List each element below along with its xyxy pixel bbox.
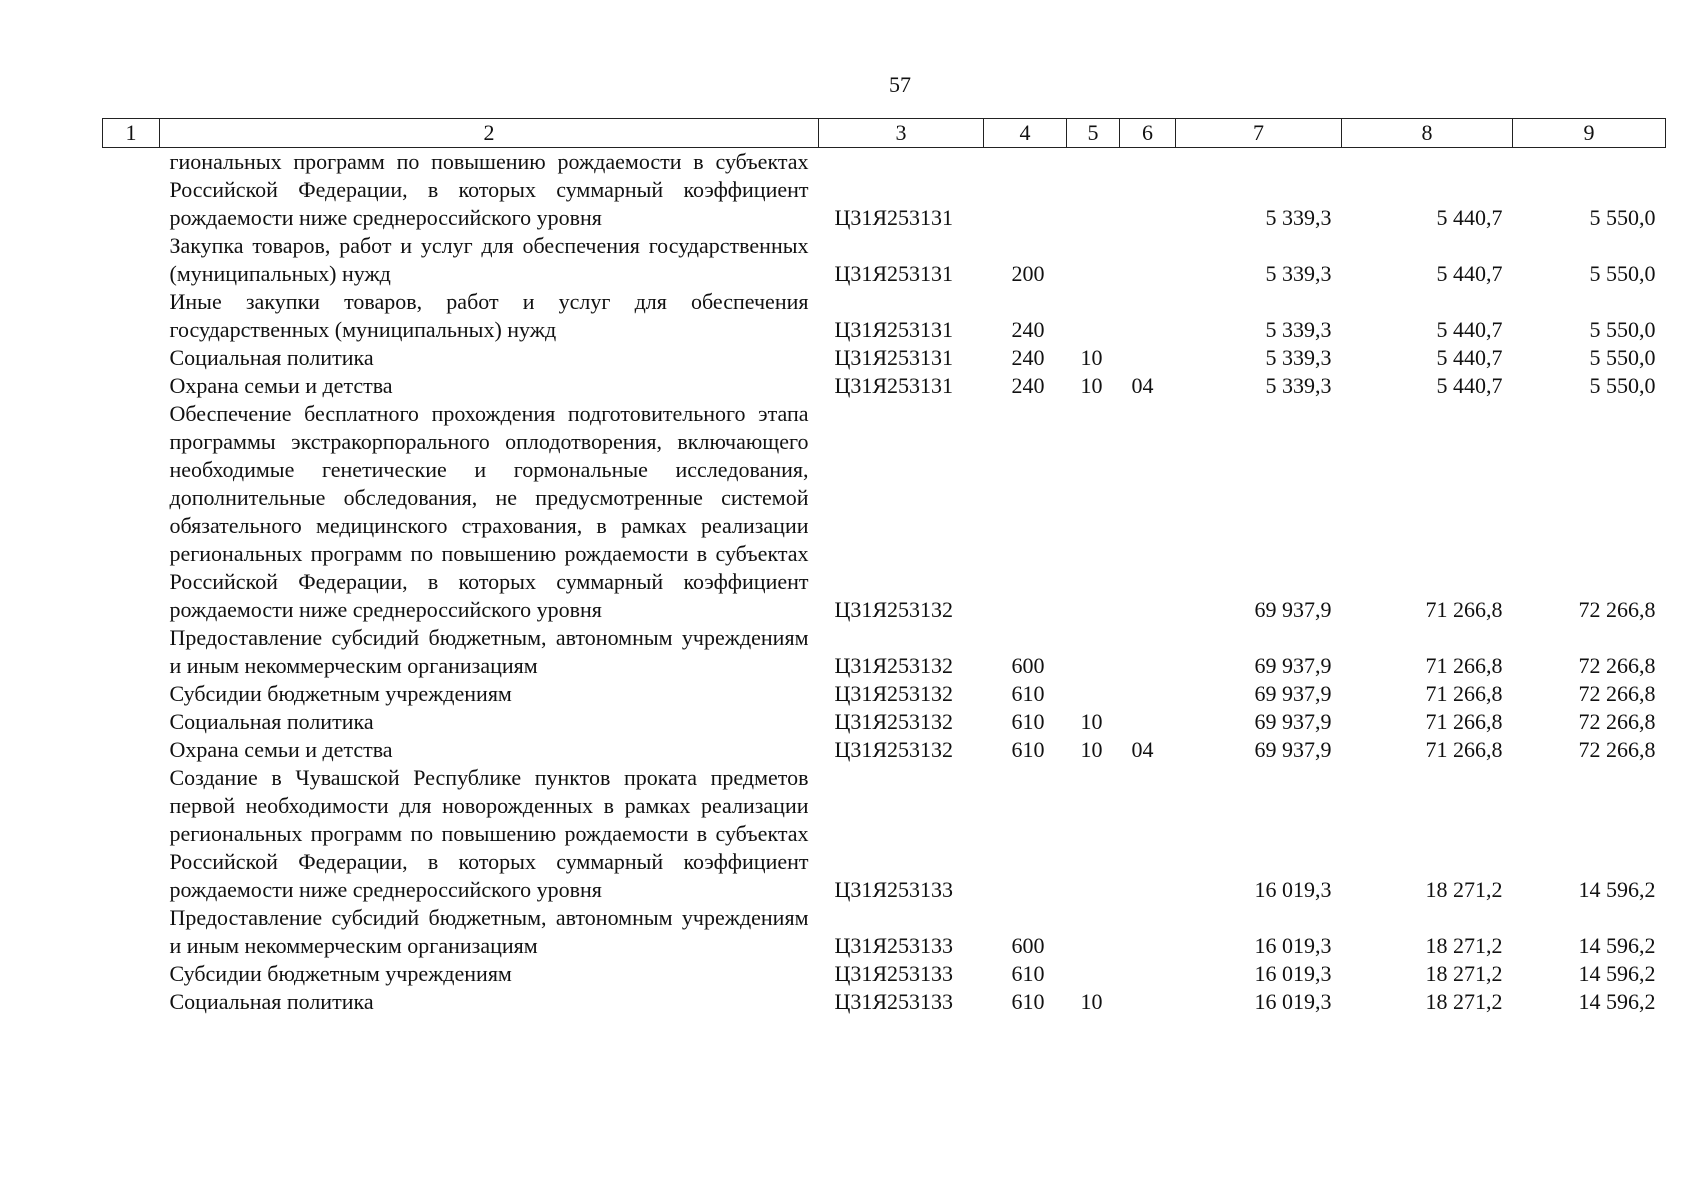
row-section [1067,148,1120,233]
row-expense-type: 610 [1011,737,1045,762]
table-row [103,988,1666,1016]
row-amount-year-3: 5 550,0 [1589,373,1656,398]
row-expense-type: 610 [1011,709,1045,734]
row-col-1 [103,736,160,764]
row-section [1067,764,1120,904]
row-subsection [1120,988,1176,1016]
row-target-article: Ц31Я253131 [834,345,954,370]
row-amount-year-2: 71 266,8 [1425,681,1503,706]
row-target-article: Ц31Я253133 [834,989,954,1014]
row-expense-type [984,400,1067,624]
row-target-article: Ц31Я253133 [834,961,954,986]
row-description: Социальная политика [169,709,374,734]
row-subsection [1120,708,1176,736]
col-header-4: 4 [984,119,1067,148]
col-header-1: 1 [103,119,160,148]
row-amount-year-2: 5 440,7 [1436,205,1503,230]
page-number: 57 [889,72,911,97]
row-amount-year-3: 5 550,0 [1589,317,1656,342]
col-header-2: 2 [160,119,819,148]
row-amount-year-1: 16 019,3 [1254,989,1332,1014]
row-expense-type: 610 [1011,989,1045,1014]
row-col-1 [103,288,160,344]
row-target-article: Ц31Я253132 [834,709,954,734]
row-expense-type: 200 [1011,261,1045,286]
row-col-1 [103,988,160,1016]
col-header-5: 5 [1067,119,1120,148]
row-expense-type: 240 [1011,345,1045,370]
row-col-1 [103,344,160,372]
row-description: Субсидии бюджетным учреждениям [169,681,512,706]
row-amount-year-3: 72 266,8 [1578,737,1656,762]
row-section [1067,904,1120,960]
row-description: Закупка товаров, работ и услуг для обеспечения государственных (муниципальных) нужд [169,233,809,286]
row-amount-year-3: 5 550,0 [1589,205,1656,230]
row-target-article: Ц31Я253131 [834,373,954,398]
row-section [1067,624,1120,680]
table-row [103,764,1666,904]
table-row [103,344,1666,372]
row-subsection: 04 [1131,737,1154,762]
row-subsection [1120,904,1176,960]
col-header-3: 3 [819,119,984,148]
row-amount-year-3: 5 550,0 [1589,261,1656,286]
row-amount-year-1: 5 339,3 [1265,317,1332,342]
row-section: 10 [1080,345,1103,370]
row-description: Охрана семьи и детства [169,373,393,398]
row-section [1067,960,1120,988]
row-amount-year-3: 14 596,2 [1578,877,1656,902]
row-section: 10 [1080,709,1103,734]
row-col-1 [103,624,160,680]
row-subsection [1120,624,1176,680]
row-description: Охрана семьи и детства [169,737,393,762]
row-subsection [1120,288,1176,344]
row-col-1 [103,764,160,904]
table-body [103,148,1666,1017]
row-col-1 [103,148,160,233]
row-section: 10 [1080,737,1103,762]
row-amount-year-3: 5 550,0 [1589,345,1656,370]
row-col-1 [103,904,160,960]
row-expense-type: 600 [1011,653,1045,678]
column-number-header-row [103,119,1666,148]
table-row [103,680,1666,708]
row-amount-year-1: 5 339,3 [1265,205,1332,230]
row-section [1067,288,1120,344]
row-expense-type: 240 [1011,373,1045,398]
row-col-1 [103,232,160,288]
row-expense-type [984,764,1067,904]
row-expense-type: 610 [1011,961,1045,986]
table-row [103,960,1666,988]
row-amount-year-1: 69 937,9 [1254,653,1332,678]
row-target-article: Ц31Я253132 [834,653,954,678]
row-target-article: Ц31Я253131 [834,261,954,286]
row-subsection [1120,148,1176,233]
table-row [103,904,1666,960]
table-row [103,708,1666,736]
col-header-8: 8 [1342,119,1513,148]
table-row [103,400,1666,624]
row-amount-year-1: 69 937,9 [1254,681,1332,706]
row-amount-year-2: 18 271,2 [1425,877,1503,902]
row-target-article: Ц31Я253132 [834,737,954,762]
row-description: Создание в Чувашской Республике пунктов проката предметов первой необходимости для новорожденных в рамках реализации региональных программ по повышению рождаемости в субъектах Российской Федерации, в которых суммарный коэффициент рождаемости ниже среднероссийского уровня [169,765,809,902]
row-amount-year-3: 72 266,8 [1578,709,1656,734]
row-amount-year-1: 16 019,3 [1254,933,1332,958]
row-description: гиональных программ по повышению рождаемости в субъектах Российской Федерации, в которых суммарный коэффициент рождаемости ниже среднероссийского уровня [169,149,809,230]
row-target-article: Ц31Я253132 [834,597,954,622]
row-section: 10 [1080,373,1103,398]
row-amount-year-2: 18 271,2 [1425,933,1503,958]
table-row [103,736,1666,764]
row-amount-year-2: 18 271,2 [1425,989,1503,1014]
row-amount-year-2: 5 440,7 [1436,345,1503,370]
row-amount-year-1: 16 019,3 [1254,961,1332,986]
row-section [1067,232,1120,288]
row-amount-year-2: 5 440,7 [1436,317,1503,342]
row-amount-year-1: 69 937,9 [1254,709,1332,734]
row-expense-type: 240 [1011,317,1045,342]
row-subsection [1120,960,1176,988]
budget-table [102,118,1666,1016]
row-col-1 [103,680,160,708]
row-amount-year-1: 69 937,9 [1254,597,1332,622]
row-col-1 [103,372,160,400]
row-amount-year-2: 71 266,8 [1425,653,1503,678]
row-amount-year-3: 72 266,8 [1578,597,1656,622]
col-header-7: 7 [1176,119,1342,148]
row-description: Социальная политика [169,345,374,370]
row-subsection [1120,764,1176,904]
row-subsection [1120,344,1176,372]
table-row [103,232,1666,288]
row-amount-year-1: 5 339,3 [1265,345,1332,370]
table-row [103,148,1666,233]
row-amount-year-2: 5 440,7 [1436,373,1503,398]
row-section [1067,680,1120,708]
row-amount-year-1: 5 339,3 [1265,261,1332,286]
col-header-6: 6 [1120,119,1176,148]
row-amount-year-2: 71 266,8 [1425,737,1503,762]
row-expense-type [984,148,1067,233]
row-description: Предоставление субсидий бюджетным, автономным учреждениям и иным некоммерческим организациям [169,625,809,678]
row-expense-type: 610 [1011,681,1045,706]
row-amount-year-1: 69 937,9 [1254,737,1332,762]
row-col-1 [103,708,160,736]
row-subsection [1120,232,1176,288]
row-amount-year-3: 14 596,2 [1578,989,1656,1014]
table-row [103,372,1666,400]
row-amount-year-1: 5 339,3 [1265,373,1332,398]
row-description: Социальная политика [169,989,374,1014]
row-description: Субсидии бюджетным учреждениям [169,961,512,986]
row-amount-year-3: 14 596,2 [1578,933,1656,958]
row-description: Предоставление субсидий бюджетным, автономным учреждениям и иным некоммерческим организациям [169,905,809,958]
row-target-article: Ц31Я253133 [834,877,954,902]
row-target-article: Ц31Я253132 [834,681,954,706]
row-subsection [1120,400,1176,624]
row-subsection [1120,680,1176,708]
row-amount-year-2: 18 271,2 [1425,961,1503,986]
row-amount-year-3: 72 266,8 [1578,681,1656,706]
row-target-article: Ц31Я253131 [834,317,954,342]
row-col-1 [103,960,160,988]
table-row [103,288,1666,344]
row-description: Иные закупки товаров, работ и услуг для обеспечения государственных (муниципальных) нужд [169,289,809,342]
row-expense-type: 600 [1011,933,1045,958]
row-amount-year-2: 71 266,8 [1425,709,1503,734]
table-row [103,624,1666,680]
col-header-9: 9 [1513,119,1666,148]
row-section: 10 [1080,989,1103,1014]
row-amount-year-3: 14 596,2 [1578,961,1656,986]
row-section [1067,400,1120,624]
row-target-article: Ц31Я253133 [834,933,954,958]
row-description: Обеспечение бесплатного прохождения подготовительного этапа программы экстракорпорального оплодотворения, включающего необходимые генетические и гормональные исследования, дополнительные обследования, не предусмотренные системой обязательного медицинского страхования, в рамках реализации региональных программ по повышению рождаемости в субъектах Российской Федерации, в которых суммарный коэффициент рождаемости ниже среднероссийского уровня [169,401,809,622]
row-subsection: 04 [1131,373,1154,398]
row-amount-year-3: 72 266,8 [1578,653,1656,678]
row-amount-year-2: 5 440,7 [1436,261,1503,286]
row-target-article: Ц31Я253131 [834,205,954,230]
row-col-1 [103,400,160,624]
row-amount-year-1: 16 019,3 [1254,877,1332,902]
row-amount-year-2: 71 266,8 [1425,597,1503,622]
